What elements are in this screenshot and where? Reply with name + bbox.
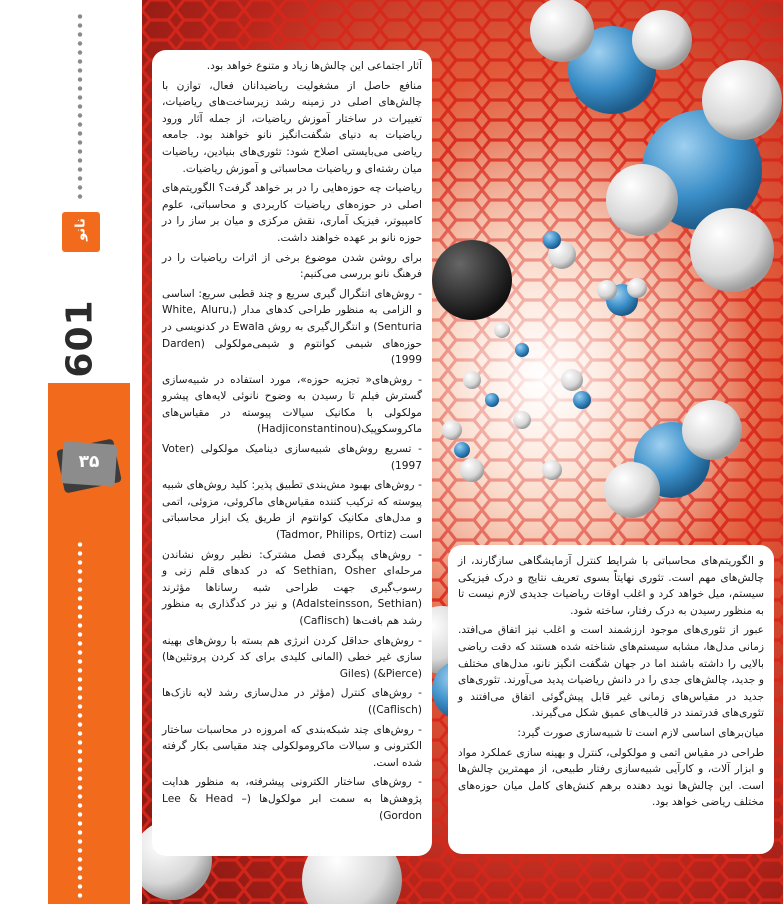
paragraph: آثار اجتماعی این چالش‌ها زیاد و متنوع خواهد بود. [206, 60, 422, 72]
brand-number [50, 296, 110, 376]
article-column-left [152, 50, 432, 856]
paragraph: طراحی در مقیاس اتمی و مولکولی، کنترل و بهینه سازی عملکرد مواد و ابزار آلات، و کارآیی شبیه‌سازی رفتار طبیعی، از مهمترین چالش‌ها است. این چالش‌ها نوید دهنده برهم کنش‌های کامل میان حوزه‌های مختلف ریاضی خواهد بود. [458, 746, 764, 809]
paragraph: منافع حاصل از مشغولیت ریاضیدانان فعال، توازن با چالش‌های اصلی در زمینه رشد زیرساخت‌های ریاضیات، تغییرات در ساختار آموزش ریاضیات، از جمله آثار ورود ریاضیات به دنیای شگفت‌انگیز نانو خواهند بود. جامعه ریاضی می‌بایستی اصلاح شود: تئوری‌های بنیادین، ریاضیات میان رشته‌ای و ریاضیات محاسباتی و آموزش ریاضیات. [162, 79, 422, 175]
brand-word: نانو [73, 218, 89, 241]
list-item: - روش‌های بهبود مش‌بندی تطبیق پذیر: کلید روش‌های شبیه پیوسته که ترکیب کننده مقیاس‌های ماکروئی، مزوئی، اتمی و مدل‌های مکانیک کوانتوم از طریق یک ابزار محاسباتی است (Tadmor, Philips, Ortiz) [162, 479, 422, 542]
paragraph: برای روشن شدن موضوع برخی از اثرات ریاضیات را در فرهنگ نانو بررسی می‌کنیم: [162, 251, 422, 281]
brand-number-text: 601 [59, 299, 101, 378]
list-item: - روش‌های حداقل کردن انرژی هم بسته با روش‌های بهینه سازی غیر خطی (المانی کلیدی برای کد کردن پروتئین‌ها) (Pierce&) (Giles [162, 634, 422, 680]
dotted-line-decoration [77, 12, 83, 202]
article-column-right [448, 545, 774, 854]
paragraph: و الگوریتم‌های محاسباتی با شرایط کنترل آزمایشگاهی سازگارند، از چالش‌های مهم است. تئوری نهایتاً بسوی تعریف نتایج و درک فیزیکی سیستم، میل خواهد کرد و اغلب اوقات ریاضیات جدیدی لازم نیست تا به منظور رسیدن به درک رفتار، ساخته شود. [458, 555, 764, 617]
list-item: - روش‌های کنترل (مؤثر در مدل‌سازی رشد لایه نازک‌ها (Caflisch)) [162, 687, 422, 716]
page-number: ۳۵ [78, 452, 100, 472]
paragraph: عبور از تئوری‌های موجود ارزشمند است و اغلب نیز اتفاق می‌افتد. زمانی مدل‌ها، مشابه سیستم‌های شناخته شده هستند که دقت ریاضی بالایی را داشته باشند اما در جهان شگفت انگیز نانو، مدل‌های مختلف و جدید، چالش‌های جدی را در دانش ریاضیات پدید می‌آورند. تئوری‌های جدید در مقیاس‌های زمانی غیر قابل پیش‌گوئی اتفاق می‌افتند و تئوری‌های قدرتمند در قالب‌های عمیق شکل می‌گیرند. [458, 624, 764, 720]
page-badge-icon [58, 440, 120, 490]
left-sidebar [0, 0, 142, 904]
list-item: - روش‌های پیگردی فصل مشترک: نظیر روش نشاندن مرحله‌ای Sethian, Osher که در کدهای قلم زنی و رسوب‌گیری جهت طراحی شبه رسانا‌ها مؤثرند (Adalsteinsson, Sethian) و نیز در کدگذاری به منظور رشد هم بافت‌ها (Caflisch) [162, 548, 422, 627]
list-item: - روش‌های ساختار الکترونی پیشرفته، به منظور هدایت پژوهش‌ها به سمت ابر مولکول‌ها (Lee & Head – Gordon) [162, 776, 422, 822]
brand-word-badge [62, 212, 100, 252]
paragraph: میان‌برهای اساسی لازم است تا شبیه‌سازی صورت گیرد: [517, 726, 764, 739]
list-item: - تسریع روش‌های شبیه‌سازی دینامیک مولکولی (Voter 1997) [162, 443, 422, 472]
paragraph: ریاضیات چه حوزه‌هایی را در بر خواهد گرفت؟ الگوریتم‌های اصلی در حوزه‌های ریاضیات کاربردی و محاسباتی، علوم کامپیوتر، فیزیک آماری، نقش مرکزی و میان بر ساز را در حوزه نانو بر عهده خواهند داشت. [162, 182, 422, 244]
list-item: - روش‌های چند شبکه‌بندی که امروزه در محاسبات ساختار الکترونی و سیالات ماکرومولکولی چند مقیاسی بکار گرفته شده است. [162, 723, 422, 769]
list-item: - روش‌های انتگرال گیری سریع و چند قطبی سریع: اساسی و الزامی به منظور طراحی کدهای مدار (White, Aluru, Senturia) و انتگرال‌گیری به روش Ewala در کدنویسی در حوزه‌های شیمی کوانتوم و شیمی‌مولکولی (Darden 1999) [162, 287, 422, 367]
list-item: - روش‌های« تجزیه حوزه»، مورد استفاده در شبیه‌سازی گسترش فیلم تا رسیدن به وضوح نانوئی لایه‌های پیشرو مولکولی با مکانیک سیالات پیوسته در مقیاس‌های ماکروسکوپیک(Hadjiconstantinou) [162, 373, 422, 436]
dotted-line-decoration [77, 540, 83, 900]
